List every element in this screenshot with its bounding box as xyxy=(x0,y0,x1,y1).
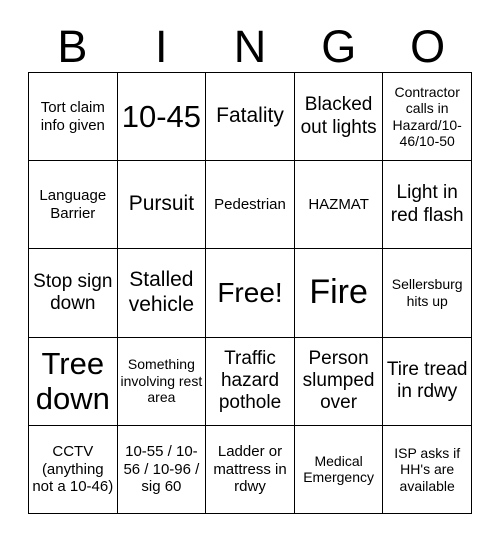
bingo-cell[interactable]: Traffic hazard pothole xyxy=(206,338,295,426)
bingo-cell[interactable]: Person slumped over xyxy=(295,338,384,426)
bingo-cell[interactable]: Pursuit xyxy=(118,161,207,249)
bingo-cell[interactable]: Pedestrian xyxy=(206,161,295,249)
header-letter-b: B xyxy=(57,21,88,72)
bingo-cell[interactable]: Sellersburg hits up xyxy=(383,249,472,337)
bingo-cell[interactable]: Stop sign down xyxy=(29,249,118,337)
bingo-grid xyxy=(28,72,472,514)
header-letter-o: O xyxy=(410,21,446,72)
bingo-cell[interactable]: HAZMAT xyxy=(295,161,384,249)
bingo-cell[interactable]: Medical Emergency xyxy=(295,426,384,514)
bingo-cell[interactable]: Language Barrier xyxy=(29,161,118,249)
header-letter-n: N xyxy=(233,21,267,72)
bingo-cell[interactable]: Something involving rest area xyxy=(118,338,207,426)
bingo-cell[interactable]: Tire tread in rdwy xyxy=(383,338,472,426)
bingo-header xyxy=(28,22,472,72)
bingo-cell[interactable]: ISP asks if HH's are available xyxy=(383,426,472,514)
bingo-cell[interactable]: Blacked out lights xyxy=(295,73,384,161)
bingo-cell[interactable]: Fire xyxy=(295,249,384,337)
bingo-cell[interactable]: Contractor calls in Hazard/10-46/10-50 xyxy=(383,73,472,161)
bingo-cell[interactable]: Fatality xyxy=(206,73,295,161)
bingo-cell[interactable]: Ladder or mattress in rdwy xyxy=(206,426,295,514)
bingo-cell-free[interactable]: Free! xyxy=(206,249,295,337)
bingo-cell[interactable]: 10-55 / 10-56 / 10-96 / sig 60 xyxy=(118,426,207,514)
bingo-cell[interactable]: 10-45 xyxy=(118,73,207,161)
bingo-cell[interactable]: Stalled vehicle xyxy=(118,249,207,337)
header-letter-g: G xyxy=(321,21,357,72)
bingo-cell[interactable]: Tree down xyxy=(29,338,118,426)
bingo-cell[interactable]: CCTV (anything not a 10-46) xyxy=(29,426,118,514)
header-letter-i: I xyxy=(154,21,168,72)
bingo-cell[interactable]: Light in red flash xyxy=(383,161,472,249)
bingo-cell[interactable]: Tort claim info given xyxy=(29,73,118,161)
